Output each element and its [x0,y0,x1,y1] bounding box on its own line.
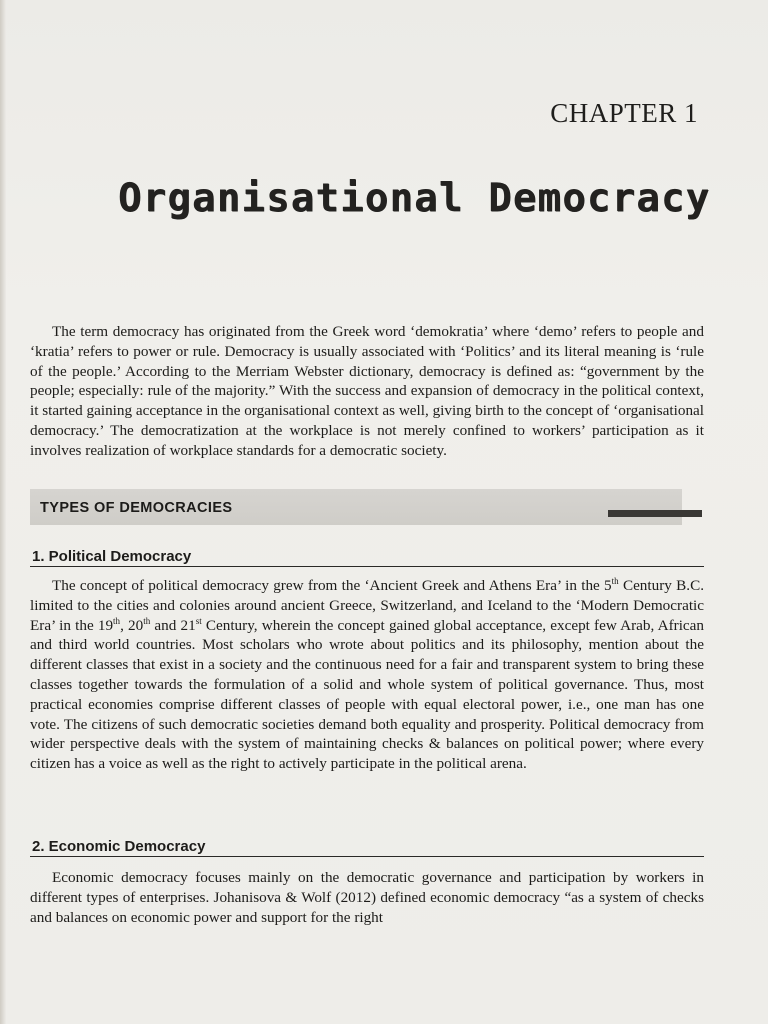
heading-accent-bar [608,510,702,517]
heading-rule [30,856,704,857]
political-text-1: The concept of political democracy grew from the ‘Ancient Greek and Athens Era’ in the 5 [52,577,612,594]
economic-democracy-heading: 2. Economic Democracy [32,838,206,855]
political-paragraph [30,576,704,774]
ordinal-sup: th [611,575,619,586]
political-text-5: Century, wherein the concept gained global acceptance, except few Arab, African and third world countries. Most scholars who wrote about politics and its philosophy, mention about the different classes that exist in a society and the continuous need for a fair and transparent system to bring these classes together towards the formulation of a solid and whole system of political governance. Thus, most practical economies comprise different classes of people with equal electoral power, i.e., one man has one vote. The citizens of such democratic societies demand both equality and prosperity. Political democracy from wider perspective deals with the system of maintaining checks & balances on political power; where every citizen has a voice as well as the right to actively participate in the political arena. [30,616,705,773]
intro-paragraph [30,322,704,461]
ordinal-sup: th [113,615,121,626]
economic-paragraph [30,868,704,927]
political-text-3: , 20 [120,616,144,634]
political-text-4: and 21 [150,616,196,634]
political-text-2: Century B.C. limited to the cities and colonies around ancient Greece, Switzerland, and Iceland to the ‘Modern Democratic Era’ in the 19 [30,577,704,634]
types-heading: TYPES OF DEMOCRACIES [40,500,233,516]
page-edge-shadow [0,0,6,1024]
ordinal-sup: st [195,615,202,626]
ordinal-sup: th [143,615,151,626]
intro-text: The term democracy has originated from the Greek word ‘demokratia’ where ‘demo’ refers to people and ‘kratia’ refers to power or rule. Democracy is usually associated with ‘Politics’ and its literal meaning is ‘rule of the people.’ According to the Merriam Webster dictionary, democracy is defined as: “government by the people; especially: rule of the majority.” With the success and expansion of democracy in the political context, it started gaining acceptance in the organisational context as well, giving birth to the concept of ‘organisational democracy.’ The democratization at the workplace is not merely confined to workers’ participation as it involves realization of workplace standards for a democratic society. [30,323,704,459]
political-democracy-heading: 1. Political Democracy [32,548,192,565]
heading-rule [30,566,704,567]
chapter-number: CHAPTER 1 [550,98,698,128]
economic-text: Economic democracy focuses mainly on the democratic governance and participation by workers in different types of enterprises. Johanisova & Wolf (2012) defined economic democracy “as a system of checks and balances on economic power and support for the right [30,869,704,926]
chapter-title: Organisational Democracy [118,176,711,221]
bleed-through-text [28,60,718,250]
